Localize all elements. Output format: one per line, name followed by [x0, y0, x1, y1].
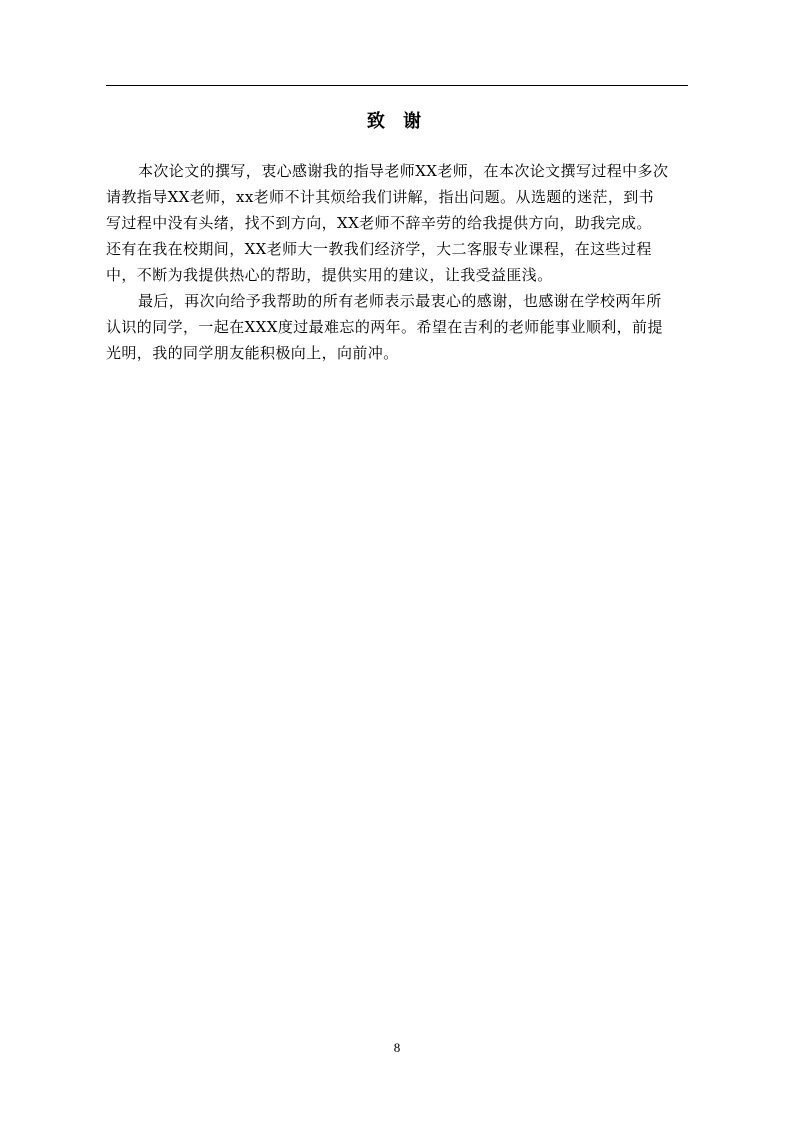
paragraph-line: 请教指导XX老师，xx老师不计其烦给我们讲解，指出问题。从选题的迷茫，到书: [106, 188, 655, 206]
paragraph-line: 光明，我的同学朋友能积极向上，向前冲。: [106, 344, 399, 362]
paragraph-line: 写过程中没有头绪，找不到方向，XX老师不辞辛劳的给我提供方向，助我完成。: [106, 214, 652, 232]
acknowledgement-body: [106, 158, 690, 366]
paragraph-line: 认识的同学，一起在XXX度过最难忘的两年。希望在吉利的老师能事业顺利，前提: [106, 318, 663, 336]
page-number: 8: [393, 1040, 401, 1055]
paragraph-line: 本次论文的撰写，衷心感谢我的指导老师XX老师，在本次论文撰写过程中多次: [138, 162, 669, 180]
paragraph-line: 最后，再次向给予我帮助的所有老师表示最衷心的感谢，也感谢在学校两年所: [138, 292, 662, 310]
header-rule: [106, 85, 688, 86]
paragraph-line: 还有在我在校期间，XX老师大一教我们经济学，大二客服专业课程，在这些过程: [106, 240, 652, 258]
page-title: 致 谢: [366, 111, 428, 132]
paragraph-line: 中，不断为我提供热心的帮助，提供实用的建议，让我受益匪浅。: [106, 266, 553, 284]
